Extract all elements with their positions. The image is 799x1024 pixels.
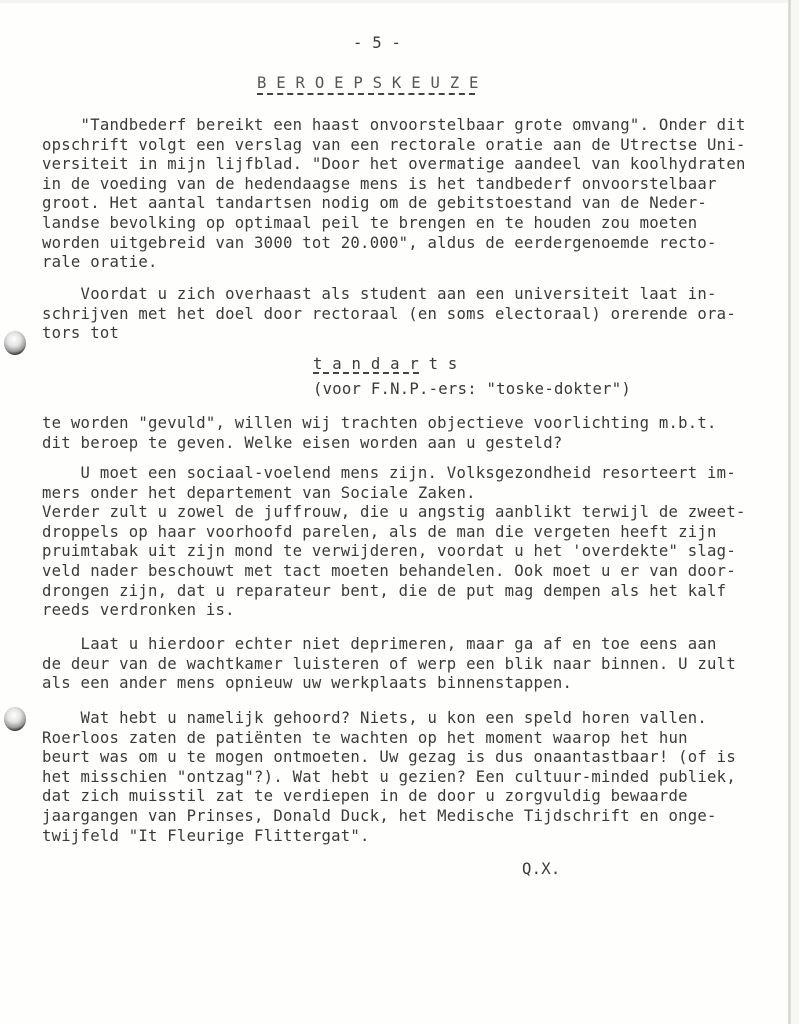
text-line: het misschien "ontzag"?). Wat hebt u gezien? Een cultuur-minded publiek, (42, 767, 736, 786)
page-number: - 5 - (353, 34, 402, 52)
centered-note: (voor F.N.P.-ers: "toske-dokter") (313, 380, 632, 398)
text-line: dit beroep te geven. Welke eisen worden aan u gesteld? (42, 433, 563, 452)
text-line: rale oratie. (42, 253, 158, 272)
text-line: beurt was om u te mogen ontmoeten. Uw gezag is dus onaantastbaar! (of is (42, 748, 736, 767)
text-line: opschrift volgt een verslag van een rectorale oratie aan de Utrectse Uni- (42, 135, 746, 154)
centered-word-underline (313, 372, 419, 374)
text-line: dat zich muisstil zat te verdiepen in de door u zorgvuldig bewaarde (42, 787, 688, 806)
text-line: reeds verdronken is. (42, 601, 235, 620)
page-right-margin (791, 0, 799, 1024)
text-line: Voordat u zich overhaast als student aan een universiteit laat in- (42, 285, 717, 303)
text-line: in de voeding van de hedendaagse mens is het tandbederf onvoorstelbaar (42, 174, 717, 193)
text-line: mers onder het departement van Sociale Zaken. (42, 483, 476, 502)
page-top-edge (0, 0, 799, 3)
text-line: als een ander mens opnieuw uw werkplaats binnenstappen. (42, 674, 573, 693)
text-line: worden uitgebreid van 3000 tot 20.000", aldus de eerdergenoemde recto- (42, 233, 717, 252)
text-line: jaargangen van Prinses, Donald Duck, het Medische Tijdschrift en onge- (42, 807, 717, 825)
text-line: de deur van de wachtkamer luisteren of werp een blik naar binnen. U zult (42, 654, 736, 673)
text-line: twijfeld "It Fleurige Flittergat". (42, 826, 370, 845)
text-line: U moet een sociaal-voelend mens zijn. Volksgezondheid resorteert im- (42, 464, 736, 482)
centered-word: t a n d a r t s (313, 355, 458, 373)
punch-hole-bottom (4, 707, 26, 731)
text-line: versiteit in mijn lijfblad. "Door het overmatige aandeel van koolhydraten (42, 155, 746, 174)
text-line: drongen zijn, dat u reparateur bent, die de put mag dempen als het kalf (42, 581, 727, 600)
text-line: tors tot (42, 324, 120, 343)
text-line: groot. Het aantal tandartsen nodig om de gebitstoestand van de Neder- (42, 194, 708, 213)
text-line: veld nader beschouwt met tact moeten behandelen. Ook moet u er van door- (42, 562, 736, 580)
text-line: "Tandbederf bereikt een haast onvoorstelbaar grote omvang". Onder dit (42, 116, 746, 134)
signature: Q.X. (522, 860, 561, 878)
text-line: schrijven met het doel door rectoraal (en soms electoraal) orerende ora- (42, 304, 736, 323)
punch-hole-top (4, 331, 26, 355)
text-line: te worden "gevuld", willen wij trachten objectieve voorlichting m.b.t. (42, 414, 717, 432)
text-line: landse bevolking op optimaal peil te brengen en te houden zou moeten (42, 214, 698, 232)
text-line: Wat hebt u namelijk gehoord? Niets, u kon een speld horen vallen. (42, 709, 708, 727)
text-line: pruimtabak uit zijn mond te verwijderen, voordat u het 'overdekte" slag- (42, 542, 736, 561)
text-line: Roerloos zaten de patiënten te wachten op het moment waarop het hun (42, 728, 688, 747)
title-underline (257, 93, 475, 95)
text-line: Verder zult u zowel de juffrouw, die u angstig aanblikt terwijl de zweet- (42, 503, 746, 522)
page-title: B E R O E P S K E U Z E (257, 74, 479, 92)
text-line: droppels op haar voorhoofd parelen, als de man die vergeten heeft zijn (42, 522, 717, 541)
text-line: Laat u hierdoor echter niet deprimeren, maar ga af en toe eens aan (42, 635, 717, 653)
